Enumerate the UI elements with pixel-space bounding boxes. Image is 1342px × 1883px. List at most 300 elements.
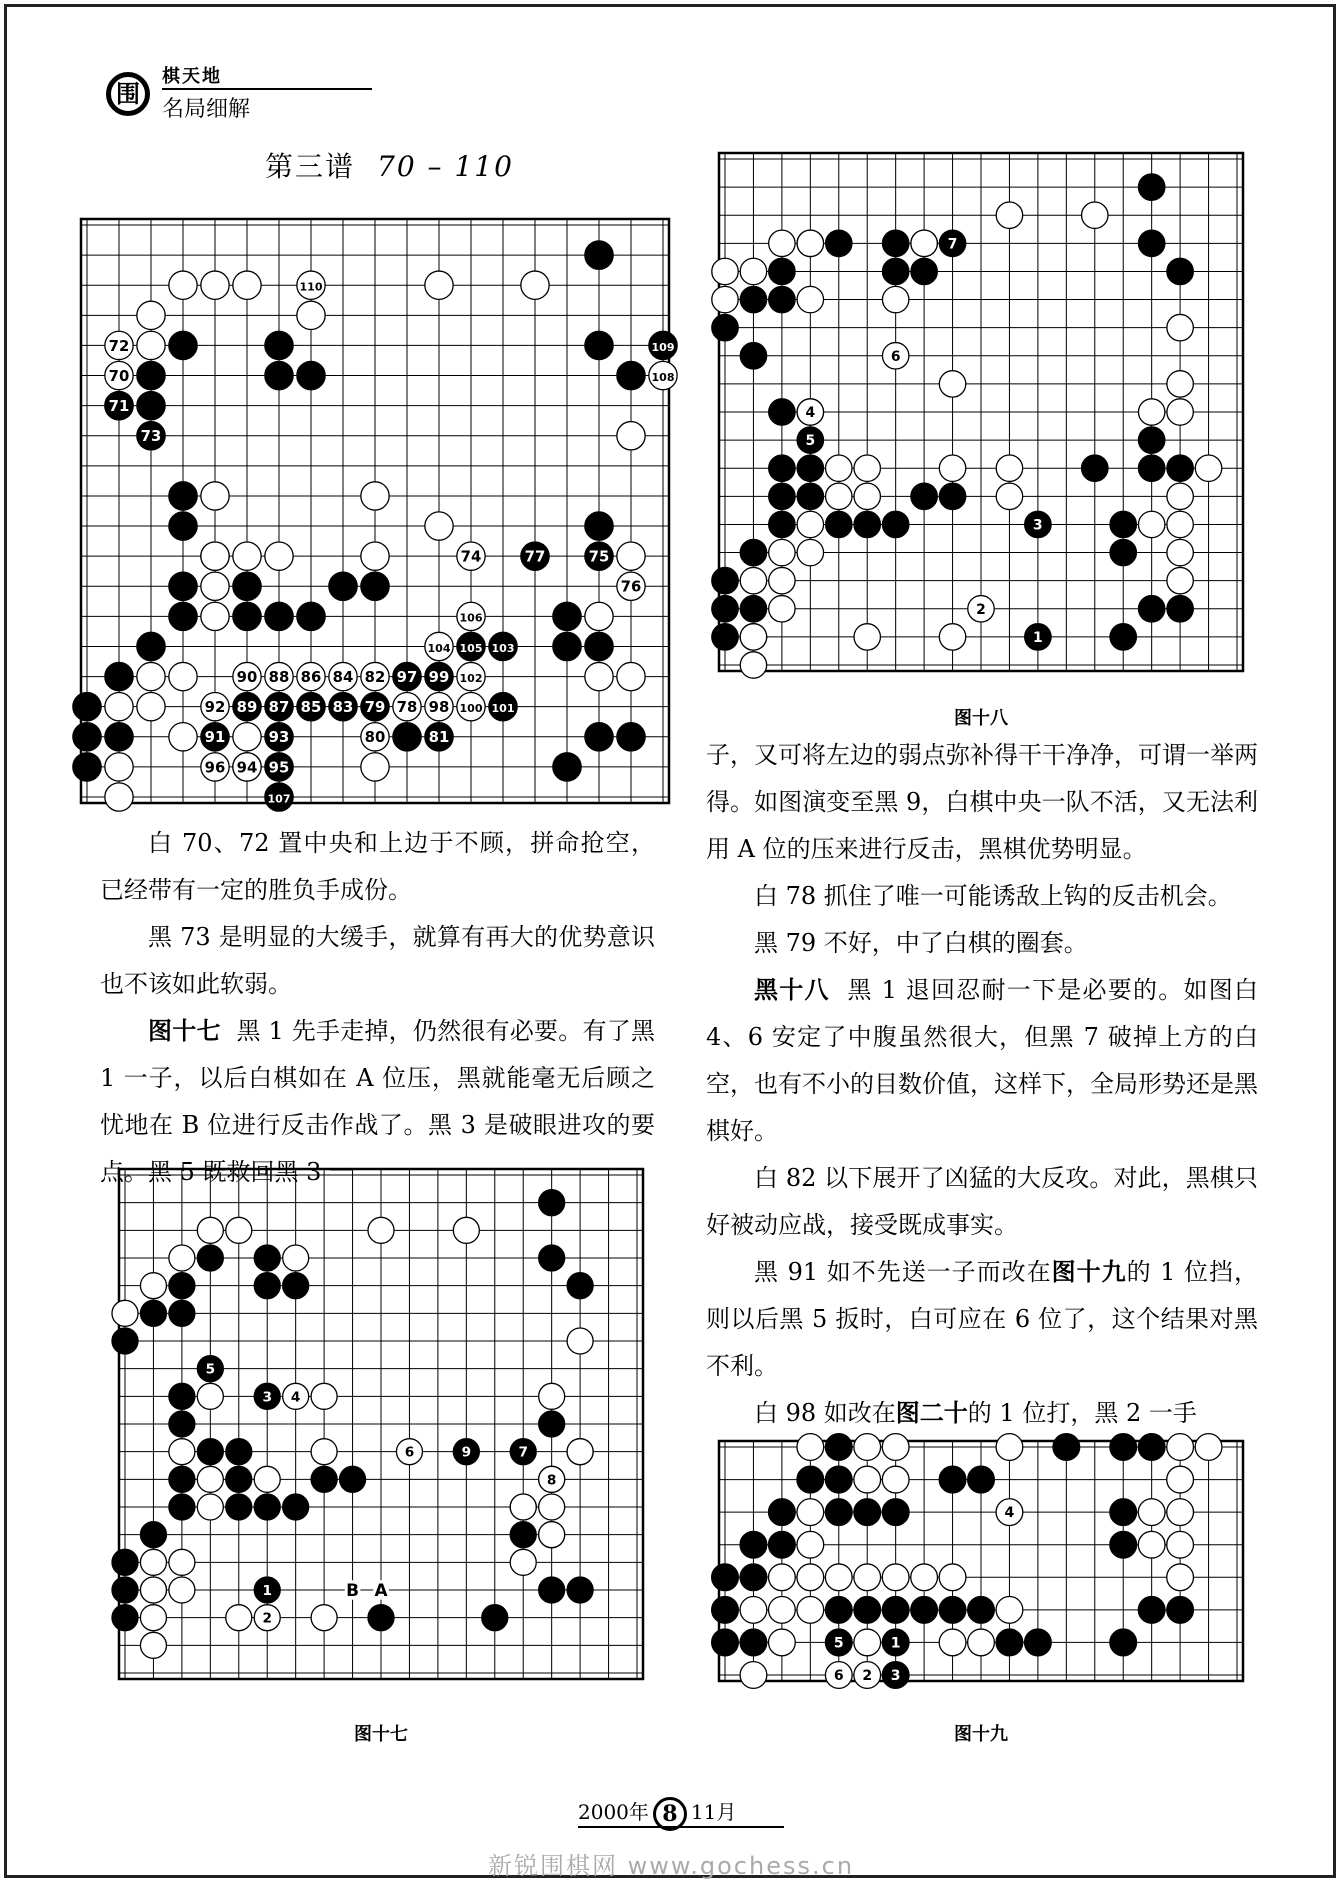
white-stone — [1138, 399, 1164, 425]
black-stone — [329, 572, 357, 600]
white-stone — [137, 662, 165, 690]
move-number: 76 — [620, 577, 642, 596]
black-stone — [740, 596, 766, 622]
black-stone — [1138, 455, 1164, 481]
spread-range: 70 – 110 — [377, 150, 514, 183]
black-stone — [712, 1596, 739, 1623]
move-number: 4 — [1004, 1505, 1015, 1522]
black-stone — [968, 1596, 995, 1623]
white-stone — [169, 1577, 195, 1603]
black-stone — [882, 1596, 909, 1623]
move-number: 99 — [428, 667, 450, 686]
move-number: 4 — [290, 1389, 301, 1406]
black-stone — [169, 1273, 195, 1299]
paragraph: 白 78 抓住了唯一可能诱敌上钩的反击机会。 — [754, 882, 1232, 910]
move-number: 2 — [862, 1668, 873, 1685]
black-stone — [265, 602, 293, 630]
black-stone — [826, 511, 852, 537]
black-stone — [1167, 1596, 1194, 1623]
black-stone — [112, 1549, 138, 1575]
move-number: 94 — [236, 758, 258, 777]
black-stone — [1053, 1434, 1080, 1461]
white-stone — [854, 624, 880, 650]
black-stone — [553, 602, 581, 630]
white-stone — [169, 1245, 195, 1271]
white-stone — [1138, 1531, 1165, 1558]
white-stone — [854, 1434, 881, 1461]
black-stone — [712, 1564, 739, 1591]
white-stone — [797, 1596, 824, 1623]
white-stone — [201, 482, 229, 510]
white-stone — [911, 230, 937, 256]
white-stone — [1167, 483, 1193, 509]
move-number: 90 — [236, 667, 258, 686]
black-stone — [1110, 511, 1136, 537]
black-stone — [169, 1300, 195, 1326]
black-stone — [510, 1522, 536, 1548]
white-stone — [617, 422, 645, 450]
black-stone — [340, 1466, 366, 1492]
move-number: 82 — [364, 667, 386, 686]
white-stone — [769, 567, 795, 593]
white-stone — [197, 1383, 223, 1409]
black-stone — [769, 1531, 796, 1558]
white-stone — [1167, 567, 1193, 593]
black-stone — [797, 1466, 824, 1493]
black-stone — [105, 723, 133, 751]
move-number: 1 — [890, 1635, 901, 1652]
move-number: 83 — [332, 698, 354, 717]
white-stone — [854, 483, 880, 509]
black-stone — [482, 1605, 508, 1631]
black-stone — [769, 1499, 796, 1526]
black-stone — [1138, 230, 1164, 256]
black-stone — [539, 1411, 565, 1437]
white-stone — [882, 1564, 909, 1591]
white-stone — [740, 652, 766, 678]
move-number: 85 — [300, 698, 322, 717]
black-stone — [226, 1466, 252, 1492]
move-number: 107 — [267, 792, 291, 806]
black-stone — [112, 1605, 138, 1631]
black-stone — [169, 1494, 195, 1520]
white-stone — [712, 258, 738, 284]
point-label: B — [346, 1579, 359, 1600]
black-stone — [368, 1605, 394, 1631]
white-stone — [137, 693, 165, 721]
black-stone — [825, 1596, 852, 1623]
black-stone — [197, 1245, 223, 1271]
white-stone — [882, 286, 908, 312]
white-stone — [740, 624, 766, 650]
black-stone — [169, 1466, 195, 1492]
white-stone — [539, 1522, 565, 1548]
black-stone — [585, 241, 613, 269]
white-stone — [169, 1549, 195, 1575]
white-stone — [1167, 511, 1193, 537]
black-stone — [1110, 624, 1136, 650]
black-stone — [769, 455, 795, 481]
white-stone — [140, 1273, 166, 1299]
black-stone — [769, 511, 795, 537]
black-stone — [854, 511, 880, 537]
black-stone — [854, 1596, 881, 1623]
move-number: 9 — [461, 1444, 472, 1461]
black-stone — [617, 723, 645, 751]
move-number: 95 — [268, 758, 290, 777]
move-number: 86 — [300, 667, 322, 686]
move-number: 6 — [833, 1668, 844, 1685]
black-stone — [939, 483, 965, 509]
move-number: 96 — [204, 758, 226, 777]
move-number: 87 — [268, 698, 290, 717]
white-stone — [854, 1629, 881, 1656]
move-number: 93 — [268, 728, 290, 747]
move-number: 108 — [651, 370, 675, 384]
paragraph-heading: 图十七 — [148, 1017, 221, 1045]
white-stone — [996, 483, 1022, 509]
white-stone — [968, 1629, 995, 1656]
header-rule — [162, 88, 372, 90]
white-stone — [169, 723, 197, 751]
black-stone — [911, 1596, 938, 1623]
white-stone — [825, 1564, 852, 1591]
white-stone — [311, 1605, 337, 1631]
white-stone — [233, 271, 261, 299]
white-stone — [1167, 371, 1193, 397]
black-stone — [797, 455, 823, 481]
black-stone — [1167, 258, 1193, 284]
black-stone — [825, 1499, 852, 1526]
issue-month: 11月 — [690, 1800, 737, 1824]
white-stone — [797, 1499, 824, 1526]
black-stone — [169, 602, 197, 630]
white-stone — [201, 542, 229, 570]
white-stone — [368, 1217, 394, 1243]
white-stone — [1167, 314, 1193, 340]
black-stone — [1110, 1629, 1137, 1656]
black-stone — [169, 572, 197, 600]
white-stone — [797, 286, 823, 312]
white-stone — [1138, 511, 1164, 537]
white-stone — [140, 1605, 166, 1631]
white-stone — [1082, 202, 1108, 228]
white-stone — [226, 1217, 252, 1243]
black-stone — [996, 1629, 1023, 1656]
black-stone — [539, 1245, 565, 1271]
figure17-go-board — [118, 1168, 644, 1680]
right-column-text — [706, 732, 1258, 1437]
paragraph: 黑十八 黑 1 退回忍耐一下是必要的。如图白 4、6 安定了中腹虽然很大，但黑 7 破掉上方的白空，也有不小的目数价值，这样下，全局形势还是黑棋好。 — [706, 976, 1259, 1145]
move-number: 98 — [428, 698, 450, 717]
white-stone — [539, 1494, 565, 1520]
left-column-text — [100, 820, 655, 1196]
move-number: 88 — [268, 667, 290, 686]
black-stone — [1167, 455, 1193, 481]
move-number: 5 — [805, 433, 816, 450]
white-stone — [740, 1596, 767, 1623]
black-stone — [169, 1383, 195, 1409]
figure18-caption: 图十八 — [954, 708, 1008, 729]
move-number: 81 — [428, 728, 450, 747]
black-stone — [297, 361, 325, 389]
white-stone — [1195, 1434, 1222, 1461]
black-stone — [854, 1499, 881, 1526]
move-number: 91 — [204, 728, 226, 747]
move-number: 1 — [262, 1582, 272, 1599]
move-number: 2 — [262, 1610, 272, 1627]
black-stone — [254, 1494, 280, 1520]
white-stone — [1167, 399, 1193, 425]
white-stone — [769, 539, 795, 565]
white-stone — [197, 1217, 223, 1243]
black-stone — [137, 632, 165, 660]
white-stone — [567, 1328, 593, 1354]
black-stone — [361, 572, 389, 600]
black-stone — [939, 1596, 966, 1623]
black-stone — [740, 343, 766, 369]
black-stone — [740, 1564, 767, 1591]
black-stone — [254, 1273, 280, 1299]
white-stone — [201, 572, 229, 600]
black-stone — [169, 331, 197, 359]
black-stone — [311, 1466, 337, 1492]
move-number: 73 — [140, 427, 162, 446]
white-stone — [453, 1217, 479, 1243]
white-stone — [226, 1605, 252, 1631]
white-stone — [361, 542, 389, 570]
white-stone — [201, 602, 229, 630]
black-stone — [712, 624, 738, 650]
white-stone — [740, 1662, 767, 1689]
move-number: 97 — [396, 667, 418, 686]
move-number: 106 — [459, 611, 483, 625]
magazine-logo: 围 — [106, 72, 150, 116]
black-stone — [567, 1577, 593, 1603]
issue-year: 2000年 — [578, 1800, 649, 1824]
black-stone — [553, 753, 581, 781]
move-number: 100 — [459, 702, 483, 716]
move-number: 5 — [833, 1635, 844, 1652]
paragraph: 白 82 以下展开了凶猛的大反攻。对此，黑棋只好被动应战，接受既成事实。 — [706, 1164, 1258, 1239]
column-subtitle: 名局细解 — [162, 97, 251, 122]
move-number: 102 — [459, 671, 483, 685]
white-stone — [137, 301, 165, 329]
figure19-go-board — [718, 1440, 1244, 1685]
black-stone — [233, 572, 261, 600]
black-stone — [882, 258, 908, 284]
white-stone — [797, 230, 823, 256]
black-stone — [539, 1577, 565, 1603]
move-number: 84 — [332, 667, 354, 686]
move-number: 101 — [491, 702, 515, 716]
black-stone — [567, 1273, 593, 1299]
move-number: 3 — [890, 1668, 901, 1685]
black-stone — [712, 314, 738, 340]
spread-label: 第三谱 — [265, 150, 356, 183]
black-stone — [769, 483, 795, 509]
white-stone — [712, 286, 738, 312]
white-stone — [797, 511, 823, 537]
white-stone — [311, 1439, 337, 1465]
move-number: 2 — [976, 601, 986, 618]
black-stone — [825, 1466, 852, 1493]
white-stone — [283, 1245, 309, 1271]
white-stone — [882, 1434, 909, 1461]
white-stone — [939, 624, 965, 650]
white-stone — [996, 1596, 1023, 1623]
white-stone — [585, 602, 613, 630]
main-go-board — [80, 218, 675, 806]
move-number: 8 — [546, 1472, 557, 1489]
white-stone — [521, 271, 549, 299]
paragraph: 白 70、72 置中央和上边于不顾，拼命抢空，已经带有一定的胜负手成份。 — [100, 829, 655, 904]
white-stone — [854, 1466, 881, 1493]
black-stone — [283, 1494, 309, 1520]
move-number: 3 — [1033, 517, 1043, 534]
paragraph: 黑 73 是明显的大缓手，就算有再大的优势意识也不该如此软弱。 — [100, 923, 655, 998]
white-stone — [939, 455, 965, 481]
black-stone — [226, 1439, 252, 1465]
black-stone — [740, 286, 766, 312]
black-stone — [226, 1494, 252, 1520]
paragraph: 子，又可将左边的弱点弥补得干干净净，可谓一举两得。如图演变至黑 9，白棋中央一队不活，又无法利用 A 位的压来进行反击，黑棋优势明显。 — [706, 741, 1258, 863]
white-stone — [882, 1466, 909, 1493]
black-stone — [112, 1577, 138, 1603]
move-number: 1 — [1033, 629, 1043, 646]
black-stone — [197, 1439, 223, 1465]
white-stone — [311, 1383, 337, 1409]
black-stone — [297, 602, 325, 630]
black-stone — [169, 512, 197, 540]
white-stone — [297, 301, 325, 329]
white-stone — [939, 371, 965, 397]
move-number: 103 — [491, 641, 515, 655]
black-stone — [585, 723, 613, 751]
black-stone — [73, 693, 101, 721]
black-stone — [1110, 1499, 1137, 1526]
move-number: 6 — [404, 1444, 415, 1461]
white-stone — [769, 230, 795, 256]
white-stone — [197, 1466, 223, 1492]
move-number: 104 — [427, 641, 451, 655]
white-stone — [1167, 1434, 1194, 1461]
white-stone — [567, 1439, 593, 1465]
figure17-caption: 图十七 — [354, 1724, 408, 1745]
black-stone — [283, 1273, 309, 1299]
white-stone — [826, 455, 852, 481]
black-stone — [825, 1434, 852, 1461]
spread-title — [265, 145, 514, 185]
page-number: 8 — [653, 1797, 687, 1831]
footer-rule — [578, 1826, 784, 1828]
white-stone — [169, 662, 197, 690]
white-stone — [911, 1564, 938, 1591]
move-number: 3 — [262, 1389, 272, 1406]
black-stone — [393, 723, 421, 751]
black-stone — [1138, 427, 1164, 453]
paragraph: 白 98 如改在图二十的 1 位打，黑 2 一手 — [754, 1399, 1197, 1427]
white-stone — [769, 596, 795, 622]
white-stone — [740, 258, 766, 284]
white-stone — [797, 539, 823, 565]
figure19-caption: 图十九 — [954, 1724, 1008, 1745]
black-stone — [112, 1328, 138, 1354]
white-stone — [112, 1300, 138, 1326]
white-stone — [939, 1564, 966, 1591]
white-stone — [265, 542, 293, 570]
move-number: 79 — [364, 698, 386, 717]
move-number: 80 — [364, 728, 386, 747]
white-stone — [1195, 455, 1221, 481]
move-number: 109 — [651, 340, 675, 354]
white-stone — [996, 455, 1022, 481]
column-title: 棋天地 — [162, 66, 222, 87]
move-number: 72 — [108, 336, 130, 355]
white-stone — [1167, 1531, 1194, 1558]
white-stone — [996, 202, 1022, 228]
white-stone — [797, 1434, 824, 1461]
black-stone — [73, 723, 101, 751]
white-stone — [939, 1629, 966, 1656]
figure18-go-board — [718, 152, 1244, 672]
move-number: 77 — [524, 547, 546, 566]
move-number: 89 — [236, 698, 258, 717]
black-stone — [740, 1629, 767, 1656]
black-stone — [233, 602, 261, 630]
black-stone — [826, 230, 852, 256]
white-stone — [797, 1564, 824, 1591]
move-number: 6 — [890, 348, 901, 365]
black-stone — [140, 1300, 166, 1326]
black-stone — [553, 632, 581, 660]
white-stone — [105, 753, 133, 781]
paragraph-heading: 黑十八 — [754, 976, 830, 1004]
move-number: 5 — [205, 1361, 216, 1378]
white-stone — [1138, 1499, 1165, 1526]
move-number: 92 — [204, 698, 226, 717]
black-stone — [1167, 596, 1193, 622]
move-number: 74 — [460, 547, 482, 566]
black-stone — [882, 511, 908, 537]
black-stone — [1110, 539, 1136, 565]
black-stone — [137, 391, 165, 419]
black-stone — [1138, 1596, 1165, 1623]
white-stone — [361, 482, 389, 510]
white-stone — [233, 542, 261, 570]
white-stone — [539, 1383, 565, 1409]
black-stone — [1138, 596, 1164, 622]
white-stone — [169, 1439, 195, 1465]
white-stone — [105, 693, 133, 721]
white-stone — [233, 723, 261, 751]
black-stone — [911, 483, 937, 509]
black-stone — [740, 1531, 767, 1558]
white-stone — [996, 1434, 1023, 1461]
black-stone — [1082, 455, 1108, 481]
black-stone — [169, 482, 197, 510]
white-stone — [769, 1629, 796, 1656]
black-stone — [105, 662, 133, 690]
move-number: 7 — [518, 1444, 528, 1461]
white-stone — [826, 483, 852, 509]
white-stone — [169, 271, 197, 299]
move-number: 78 — [396, 698, 418, 717]
black-stone — [769, 399, 795, 425]
black-stone — [169, 1411, 195, 1437]
white-stone — [510, 1494, 536, 1520]
black-stone — [140, 1522, 166, 1548]
